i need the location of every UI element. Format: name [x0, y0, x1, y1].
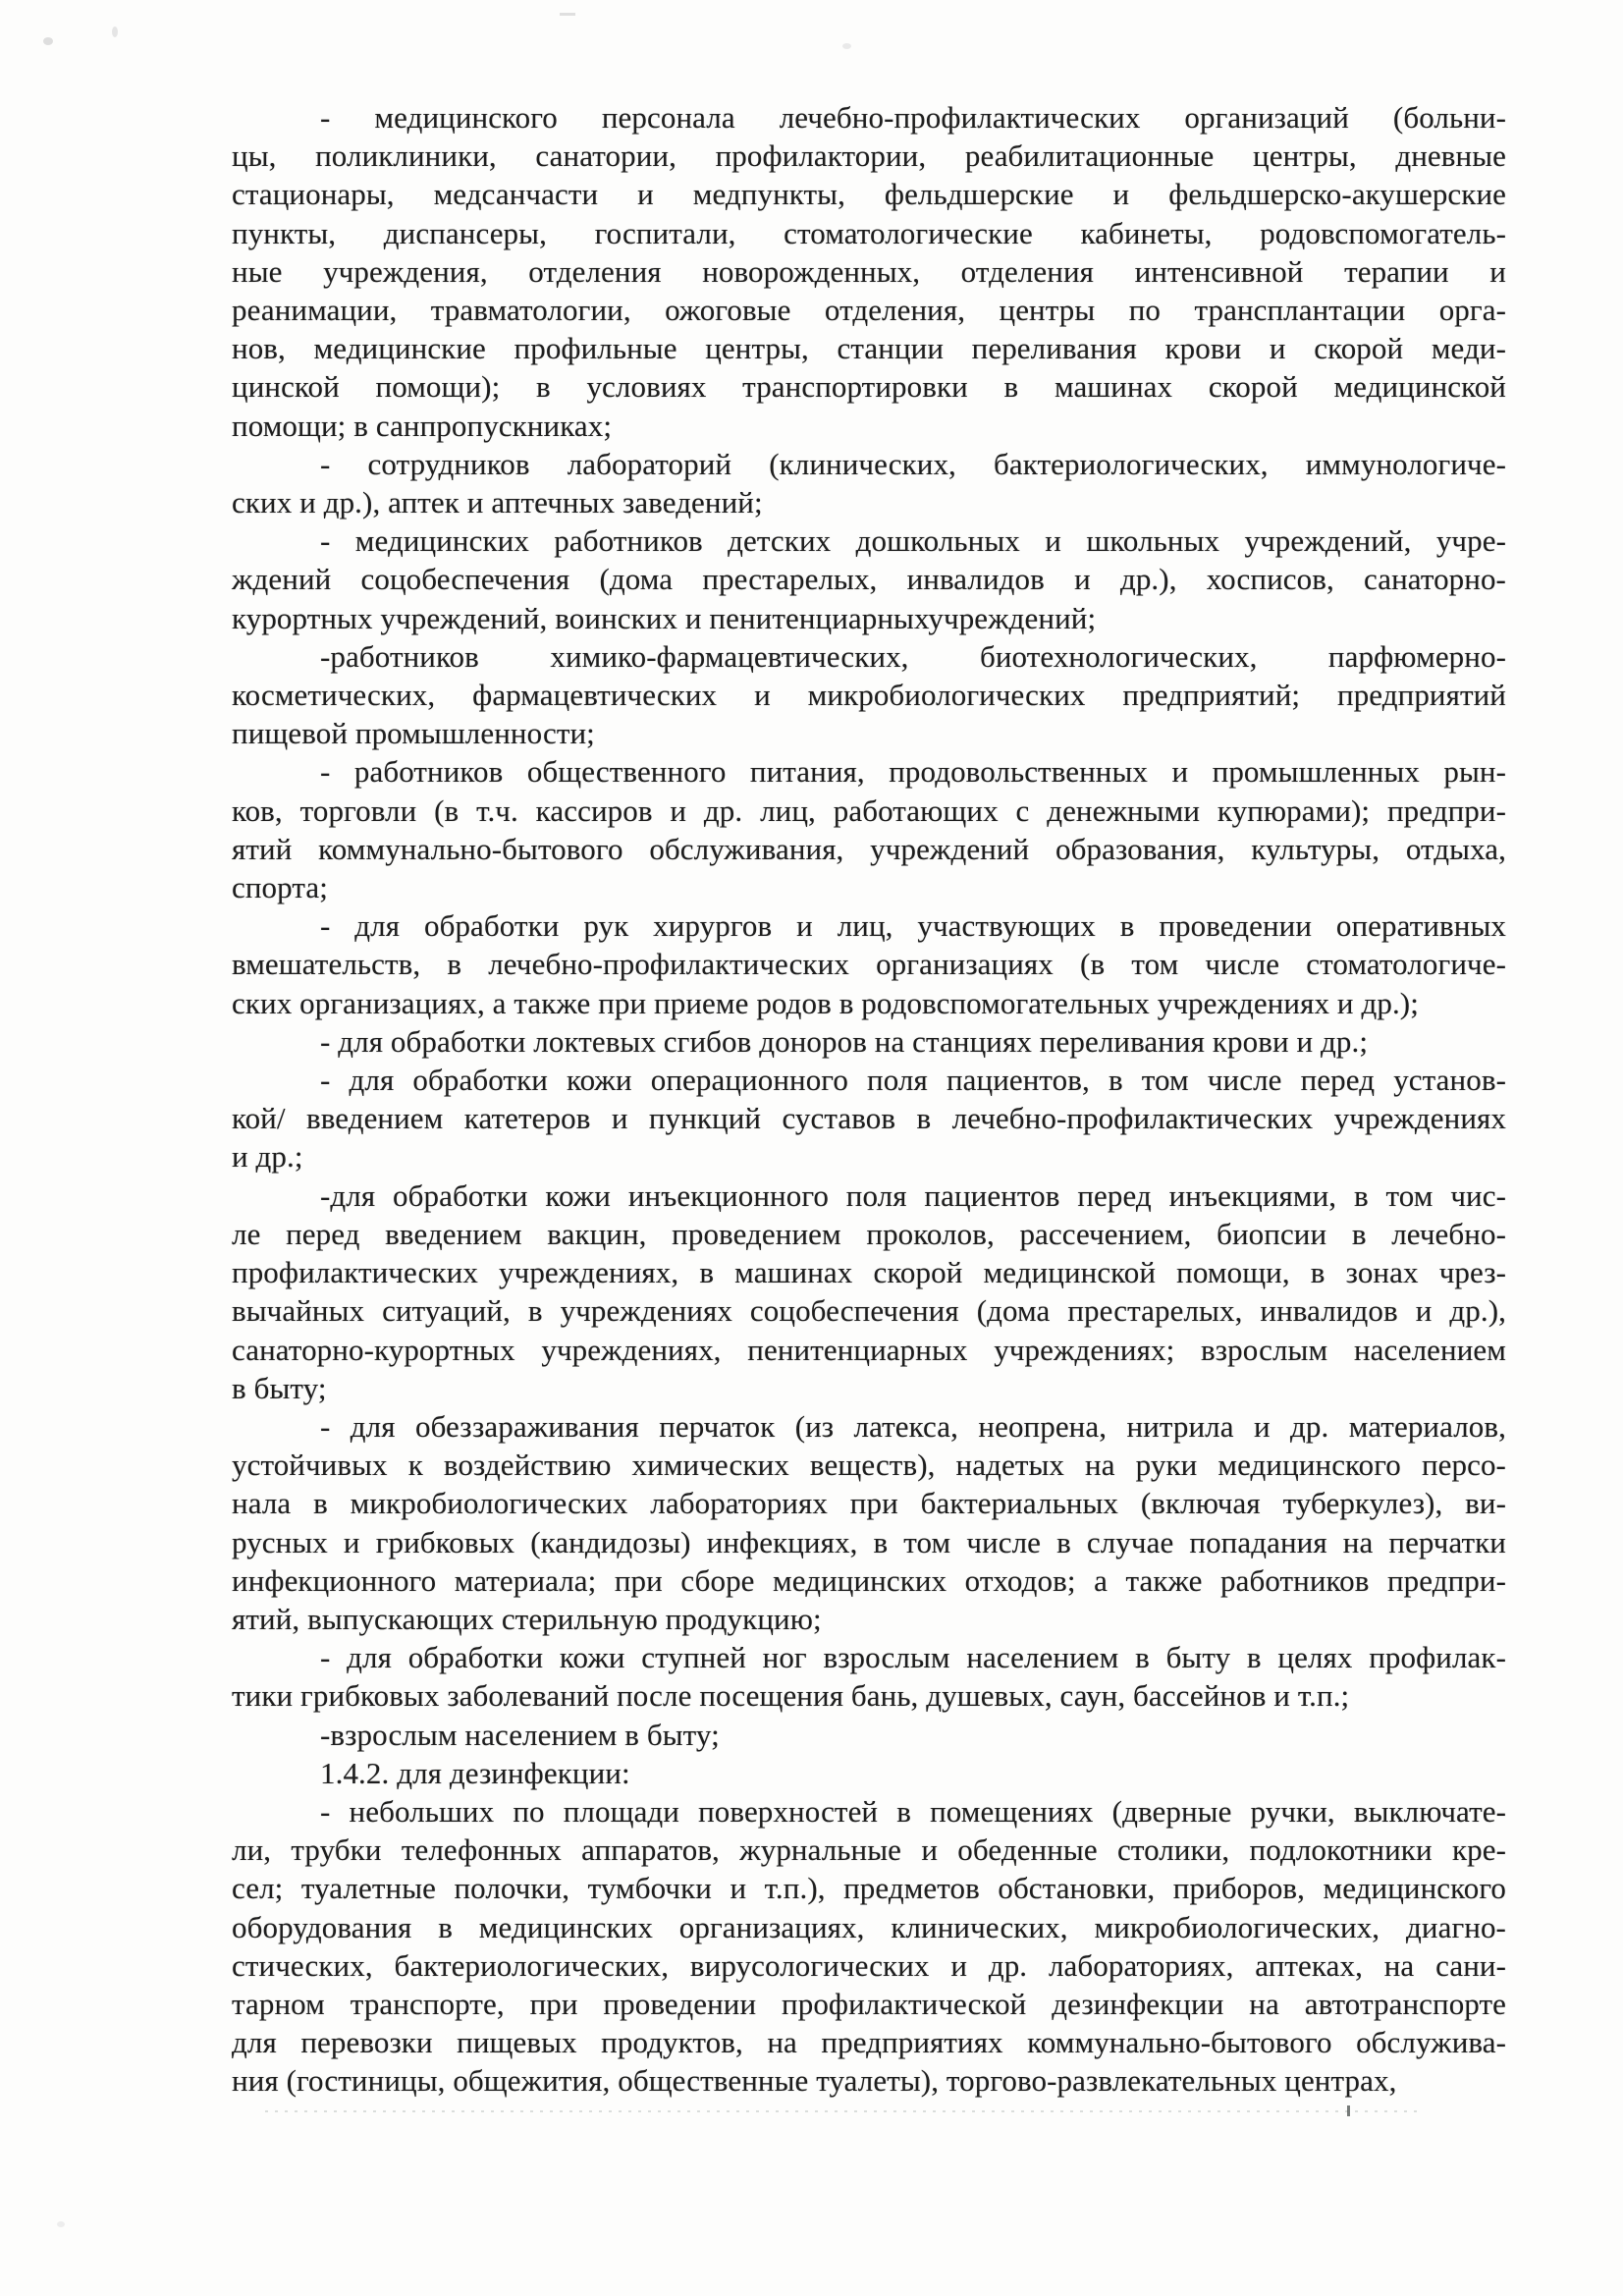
text-line: - для обработки кожи ступней ног взрослым населением в быту в целях профилак- — [320, 1640, 1506, 1675]
text-line: ли, трубки телефонных аппаратов, журнальные и обеденные столики, подлокотники кре- — [232, 1832, 1506, 1868]
text-line: ков, торговли (в т.ч. кассиров и др. лиц, работающих с денежными купюрами); предпри- — [232, 793, 1506, 828]
text-line: спорта; — [232, 870, 328, 905]
text-line: - медицинского персонала лечебно-профилактических организаций (больни- — [320, 100, 1506, 135]
text-line: стационары, медсанчасти и медпункты, фельдшерские и фельдшерско-акушерские — [232, 177, 1506, 212]
text-line: ле перед введением вакцин, проведением проколов, рассечением, биопсии в лечебно- — [232, 1216, 1506, 1251]
scan-speck — [112, 27, 118, 37]
text-line: вмешательств, в лечебно-профилактических организациях (в том числе стоматологиче- — [232, 947, 1506, 982]
text-line: устойчивых к воздействию химических веществ), надетых на руки медицинского персо- — [232, 1448, 1506, 1483]
scan-speck — [43, 37, 53, 45]
text-line: нала в микробиологических лабораториях при бактериальных (включая туберкулез), ви- — [232, 1486, 1506, 1521]
text-line: сел; туалетные полочки, тумбочки и т.п.), предметов обстановки, приборов, медицинского — [232, 1871, 1506, 1906]
paragraph-medical-personnel — [232, 98, 1506, 445]
scan-speck — [842, 43, 851, 49]
scan-tick-artifact — [1347, 2105, 1350, 2116]
text-line: цы, поликлиники, санатории, профилактории, реабилитационные центры, дневные — [232, 138, 1506, 174]
text-line: ских и др.), аптек и аптечных заведений; — [232, 485, 763, 520]
text-line: ятий коммунально-бытового обслуживания, учреждений образования, культуры, отдыха, — [232, 831, 1506, 866]
text-line: ских организациях, а также при приеме родов в родовспомогательных учреждениях и др.); — [232, 985, 1419, 1020]
text-line: - медицинских работников детских дошкольных и школьных учреждений, учре- — [320, 523, 1506, 559]
text-line: пищевой промышленности; — [232, 716, 595, 751]
paragraph-small-surfaces — [232, 1792, 1506, 2101]
text-line: и др.; — [232, 1139, 303, 1175]
text-line: - для обработки рук хирургов и лиц, участвующих в проведении оперативных — [320, 908, 1506, 944]
text-line: вычайных ситуаций, в учреждениях соцобеспечения (дома престарелых, инвалидов и др.), — [232, 1293, 1506, 1329]
text-line: - для обработки кожи операционного поля пациентов, в том числе перед установ- — [320, 1063, 1506, 1098]
paragraph-surgeon-hands — [232, 906, 1506, 1022]
paragraph-food-trade-workers — [232, 752, 1506, 906]
text-line: в быту; — [232, 1370, 327, 1405]
text-line: кой/ введением катетеров и пункций суставов в лечебно-профилактических учреждениях — [232, 1101, 1506, 1136]
text-line: - сотрудников лабораторий (клинических, бактериологических, иммунологиче- — [320, 446, 1506, 481]
text-line: косметических, фармацевтических и микробиологических предприятий; предприятий — [232, 678, 1506, 713]
text-line: - работников общественного питания, продовольственных и промышленных рын- — [320, 754, 1506, 790]
text-line: реанимации, травматологии, ожоговые отделения, центры по трансплантации орга- — [232, 293, 1506, 328]
text-line: ния (гостиницы, общежития, общественные туалеты), торгово-развлекательных центрах, — [232, 2063, 1397, 2099]
text-line: ждений соцобеспечения (дома престарелых, инвалидов и др.), хосписов, санаторно- — [232, 562, 1506, 597]
text-line: пункты, диспансеры, госпитали, стоматологические кабинеты, родовспомогатель- — [232, 215, 1506, 250]
paragraph-operation-field — [232, 1061, 1506, 1176]
text-line: 1.4.2. для дезинфекции: — [320, 1755, 630, 1790]
text-line: -работников химико-фармацевтических, биотехнологических, парфюмерно- — [320, 638, 1506, 674]
text-line: помощи; в санпропускниках; — [232, 408, 613, 443]
text-line: - для обработки локтевых сгибов доноров на станциях переливания крови и др.; — [320, 1023, 1369, 1059]
paragraph-donor-elbow — [232, 1022, 1506, 1061]
text-line: стических, бактериологических, вирусологических и др. лабораториях, аптеках, на сани- — [232, 1947, 1506, 1983]
text-line: курортных учреждений, воинских и пенитенциарныхучреждений; — [232, 600, 1097, 635]
text-line: нов, медицинские профильные центры, станции переливания крови и скорой меди- — [232, 331, 1506, 366]
text-line: тарном транспорте, при проведении профилактической дезинфекции на автотранспорте — [232, 1986, 1506, 2021]
scan-dash-artifact — [560, 13, 575, 16]
paragraph-school-medical-workers — [232, 521, 1506, 637]
paragraph-injection-field — [232, 1176, 1506, 1407]
text-line: цинской помощи); в условиях транспортировки в машинах скорой медицинской — [232, 369, 1506, 405]
text-line: для перевозки пищевых продуктов, на предприятиях коммунально-бытового обслужива- — [232, 2025, 1506, 2060]
text-line: -для обработки кожи инъекционного поля пациентов перед инъекциями, в том чис- — [320, 1177, 1506, 1213]
text-line: - небольших по площади поверхностей в помещениях (дверные ручки, выключате- — [320, 1793, 1506, 1829]
text-line: русных и грибковых (кандидозы) инфекциях, в том числе в случае попадания на перчатки — [232, 1524, 1506, 1559]
paragraph-industry-workers — [232, 637, 1506, 753]
text-line: инфекционного материала; при сборе медицинских отходов; а также работников предпри- — [232, 1562, 1506, 1598]
text-line: ные учреждения, отделения новорожденных, отделения интенсивной терапии и — [232, 253, 1506, 289]
document-body — [232, 98, 1506, 2101]
paragraph-glove-disinfection — [232, 1407, 1506, 1638]
text-line: оборудования в медицинских организациях, клинических, микробиологических, диагно- — [232, 1909, 1506, 1944]
text-line: профилактических учреждениях, в машинах скорой медицинской помощи, в зонах чрез- — [232, 1255, 1506, 1290]
scan-speck — [57, 2221, 65, 2227]
paragraph-adult-household — [232, 1716, 1506, 1754]
paragraph-foot-skin — [232, 1638, 1506, 1715]
text-line: -взрослым населением в быту; — [320, 1717, 720, 1752]
text-line: санаторно-курортных учреждениях, пенитенциарных учреждениях; взрослым населением — [232, 1332, 1506, 1367]
paragraph-lab-staff — [232, 445, 1506, 521]
section-heading-1-4-2 — [232, 1754, 1506, 1792]
text-line: тики грибковых заболеваний после посещения бань, душевых, саун, бассейнов и т.п.; — [232, 1678, 1350, 1714]
text-line: ятий, выпускающих стерильную продукцию; — [232, 1601, 822, 1636]
text-line: - для обеззараживания перчаток (из латекса, неопрена, нитрила и др. материалов, — [320, 1408, 1506, 1444]
scan-speckle-line — [265, 2110, 1420, 2112]
